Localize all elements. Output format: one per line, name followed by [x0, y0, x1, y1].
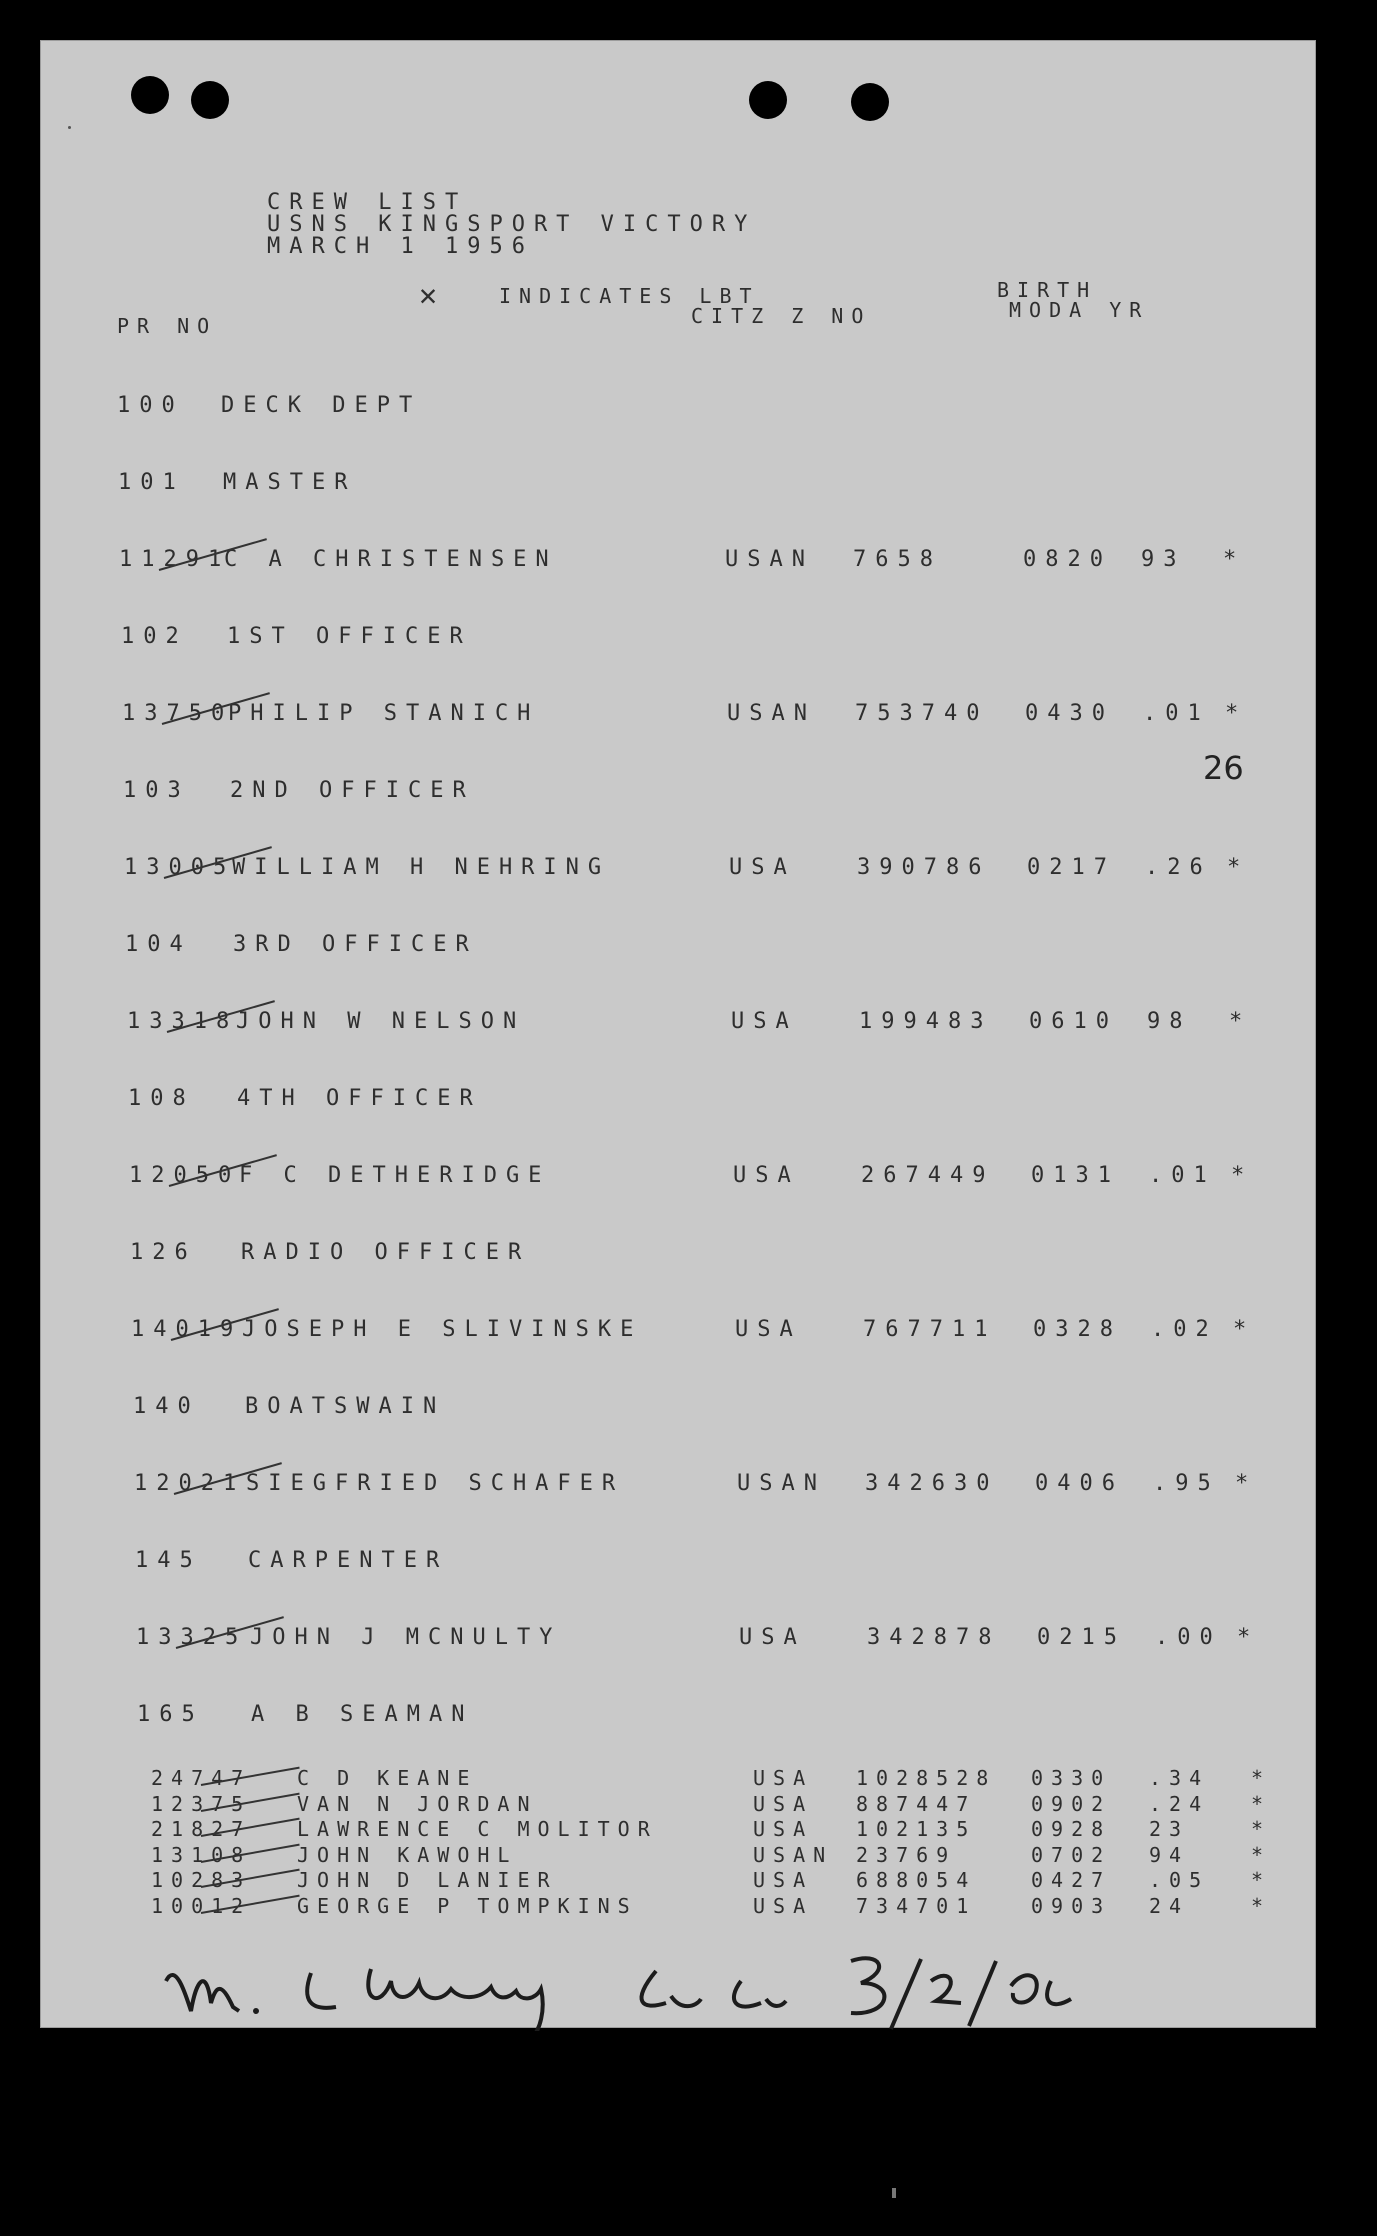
row-pr-number: 12375 — [151, 1792, 252, 1816]
header-line-1: CREW LIST — [267, 190, 468, 215]
position-heading: 3RD OFFICER — [233, 932, 478, 957]
lbt-mark-icon: * — [1251, 1868, 1272, 1892]
birth-moda: 0820 — [1023, 547, 1112, 572]
position-heading: 4TH OFFICER — [237, 1086, 482, 1111]
crew-member-name: SIEGFRIED SCHAFER — [246, 1471, 625, 1496]
column-moda-yr: MODA YR — [1009, 298, 1150, 322]
row-pr-number: 126 — [130, 1240, 197, 1265]
crew-list-page — [40, 40, 1316, 2028]
crew-member-name: VAN N JORDAN — [297, 1792, 538, 1816]
citizenship: USA — [753, 1792, 814, 1816]
birth-year: .01 — [1143, 701, 1210, 726]
citizenship: USA — [753, 1817, 814, 1841]
lbt-mark-icon: * — [1251, 1894, 1272, 1918]
citizenship: USA — [733, 1163, 800, 1188]
z-number: 199483 — [859, 1009, 993, 1034]
crew-member-name: JOSEPH E SLIVINSKE — [242, 1317, 643, 1342]
row-pr-number: 165 — [137, 1702, 204, 1727]
birth-year: 24 — [1149, 1894, 1190, 1918]
birth-moda: 0131 — [1031, 1163, 1120, 1188]
punch-hole-icon — [851, 83, 889, 121]
speck — [892, 2188, 896, 2198]
birth-moda: 0928 — [1031, 1817, 1112, 1841]
citizenship: USA — [753, 1766, 814, 1790]
row-pr-number: 13750 — [122, 701, 234, 726]
position-heading: 2ND OFFICER — [230, 778, 475, 803]
z-number: 734701 — [856, 1894, 977, 1918]
birth-year: .01 — [1149, 1163, 1216, 1188]
row-pr-number: 103 — [123, 778, 190, 803]
citizenship: USA — [731, 1009, 798, 1034]
z-number: 688054 — [856, 1868, 977, 1892]
position-heading: CARPENTER — [248, 1548, 449, 1573]
lbt-mark-icon: * — [1251, 1792, 1272, 1816]
lbt-mark-icon: * — [1237, 1625, 1260, 1650]
department-heading: DECK DEPT — [221, 393, 422, 418]
legend-indicates: INDICATES LBT — [499, 284, 760, 308]
punch-hole-icon — [191, 81, 229, 119]
birth-moda: 0328 — [1033, 1317, 1122, 1342]
citizenship: USA — [729, 855, 796, 880]
z-number: 267449 — [861, 1163, 995, 1188]
row-pr-number: 24747 — [151, 1766, 252, 1790]
citizenship: USAN — [727, 701, 816, 726]
birth-moda: 0702 — [1031, 1843, 1112, 1867]
row-pr-number: 12021 — [134, 1471, 246, 1496]
birth-moda: 0430 — [1025, 701, 1114, 726]
birth-moda: 0902 — [1031, 1792, 1112, 1816]
column-citz: CITZ Z NO — [691, 304, 872, 328]
lbt-mark-icon: * — [1227, 855, 1250, 880]
birth-moda: 0217 — [1027, 855, 1116, 880]
punch-hole-icon — [131, 76, 169, 114]
z-number: 767711 — [863, 1317, 997, 1342]
citizenship: USA — [735, 1317, 802, 1342]
row-pr-number: 104 — [125, 932, 192, 957]
lbt-mark-icon: * — [1225, 701, 1248, 726]
z-number: 102135 — [856, 1817, 977, 1841]
citizenship: USA — [753, 1894, 814, 1918]
position-heading: RADIO OFFICER — [241, 1240, 531, 1265]
row-pr-number: 102 — [121, 624, 188, 649]
position-heading: 1ST OFFICER — [227, 624, 472, 649]
z-number: 342630 — [865, 1471, 999, 1496]
crew-member-name: F C DETHERIDGE — [239, 1163, 551, 1188]
page-number: 26 — [1203, 749, 1244, 787]
row-pr-number: 13005 — [124, 855, 236, 880]
citizenship: USA — [739, 1625, 806, 1650]
birth-year: 94 — [1149, 1843, 1190, 1867]
crew-member-name: JOHN J MCNULTY — [250, 1625, 562, 1650]
row-pr-number: 108 — [128, 1086, 195, 1111]
birth-year: .05 — [1149, 1868, 1210, 1892]
row-pr-number: 101 — [118, 470, 185, 495]
speck — [68, 126, 71, 129]
birth-year: .26 — [1145, 855, 1212, 880]
crew-member-name: LAWRENCE C MOLITOR — [297, 1817, 658, 1841]
birth-year: 23 — [1149, 1817, 1190, 1841]
citizenship: USAN — [725, 547, 814, 572]
punch-hole-icon — [749, 81, 787, 119]
row-pr-number: 13108 — [151, 1843, 252, 1867]
citizenship: USAN — [753, 1843, 834, 1867]
crew-member-name: C D KEANE — [297, 1766, 478, 1790]
column-pr-no: PR NO — [117, 314, 218, 338]
row-pr-number: 145 — [135, 1548, 202, 1573]
z-number: 390786 — [857, 855, 991, 880]
birth-moda: 0610 — [1029, 1009, 1118, 1034]
lbt-mark-icon: * — [1251, 1766, 1272, 1790]
birth-moda: 0427 — [1031, 1868, 1112, 1892]
row-pr-number: 14019 — [131, 1317, 243, 1342]
row-pr-number: 13318 — [127, 1009, 239, 1034]
birth-year: 93 — [1141, 547, 1186, 572]
row-pr-number: 100 — [117, 393, 184, 418]
crew-member-name: PHILIP STANICH — [228, 701, 540, 726]
header-line-3: MARCH 1 1956 — [267, 234, 534, 259]
crew-member-name: JOHN D LANIER — [297, 1868, 558, 1892]
lbt-mark-icon: * — [1233, 1317, 1256, 1342]
lbt-mark-icon: * — [1229, 1009, 1252, 1034]
row-pr-number: 10012 — [151, 1894, 252, 1918]
birth-moda: 0330 — [1031, 1766, 1112, 1790]
lbt-mark-icon: * — [1251, 1817, 1272, 1841]
header-line-2: USNS KINGSPORT VICTORY — [267, 212, 757, 237]
position-heading: BOATSWAIN — [245, 1394, 446, 1419]
row-pr-number: 140 — [133, 1394, 200, 1419]
z-number: 887447 — [856, 1792, 977, 1816]
row-pr-number: 13325 — [136, 1625, 248, 1650]
row-pr-number: 12050 — [129, 1163, 241, 1188]
lbt-mark-icon: * — [1223, 547, 1246, 572]
birth-year: .34 — [1149, 1766, 1210, 1790]
citizenship: USAN — [737, 1471, 826, 1496]
row-pr-number: 11291 — [119, 547, 231, 572]
lbt-mark-icon: * — [1231, 1163, 1254, 1188]
birth-moda: 0406 — [1035, 1471, 1124, 1496]
crew-member-name: C A CHRISTENSEN — [224, 547, 558, 572]
birth-moda: 0903 — [1031, 1894, 1112, 1918]
lbt-mark-icon: * — [1251, 1843, 1272, 1867]
citizenship: USA — [753, 1868, 814, 1892]
z-number: 1028528 — [856, 1766, 997, 1790]
handwritten-signature — [161, 1941, 1141, 2031]
z-number: 7658 — [853, 547, 942, 572]
crew-member-name: WILLIAM H NEHRING — [232, 855, 611, 880]
birth-year: 98 — [1147, 1009, 1192, 1034]
crew-member-name: JOHN KAWOHL — [297, 1843, 518, 1867]
lbt-mark-icon: * — [1235, 1471, 1258, 1496]
z-number: 753740 — [855, 701, 989, 726]
z-number: 23769 — [856, 1843, 957, 1867]
birth-year: .00 — [1155, 1625, 1222, 1650]
lbt-mark-icon: ✕ — [419, 278, 438, 313]
z-number: 342878 — [867, 1625, 1001, 1650]
row-pr-number: 21827 — [151, 1817, 252, 1841]
crew-member-name: GEORGE P TOMPKINS — [297, 1894, 638, 1918]
birth-year: .24 — [1149, 1792, 1210, 1816]
birth-year: .02 — [1151, 1317, 1218, 1342]
column-birth: BIRTH — [997, 278, 1098, 302]
birth-year: .95 — [1153, 1471, 1220, 1496]
row-pr-number: 10283 — [151, 1868, 252, 1892]
position-heading: A B SEAMAN — [251, 1702, 474, 1727]
crew-member-name: JOHN W NELSON — [236, 1009, 526, 1034]
birth-moda: 0215 — [1037, 1625, 1126, 1650]
position-heading: MASTER — [223, 470, 357, 495]
